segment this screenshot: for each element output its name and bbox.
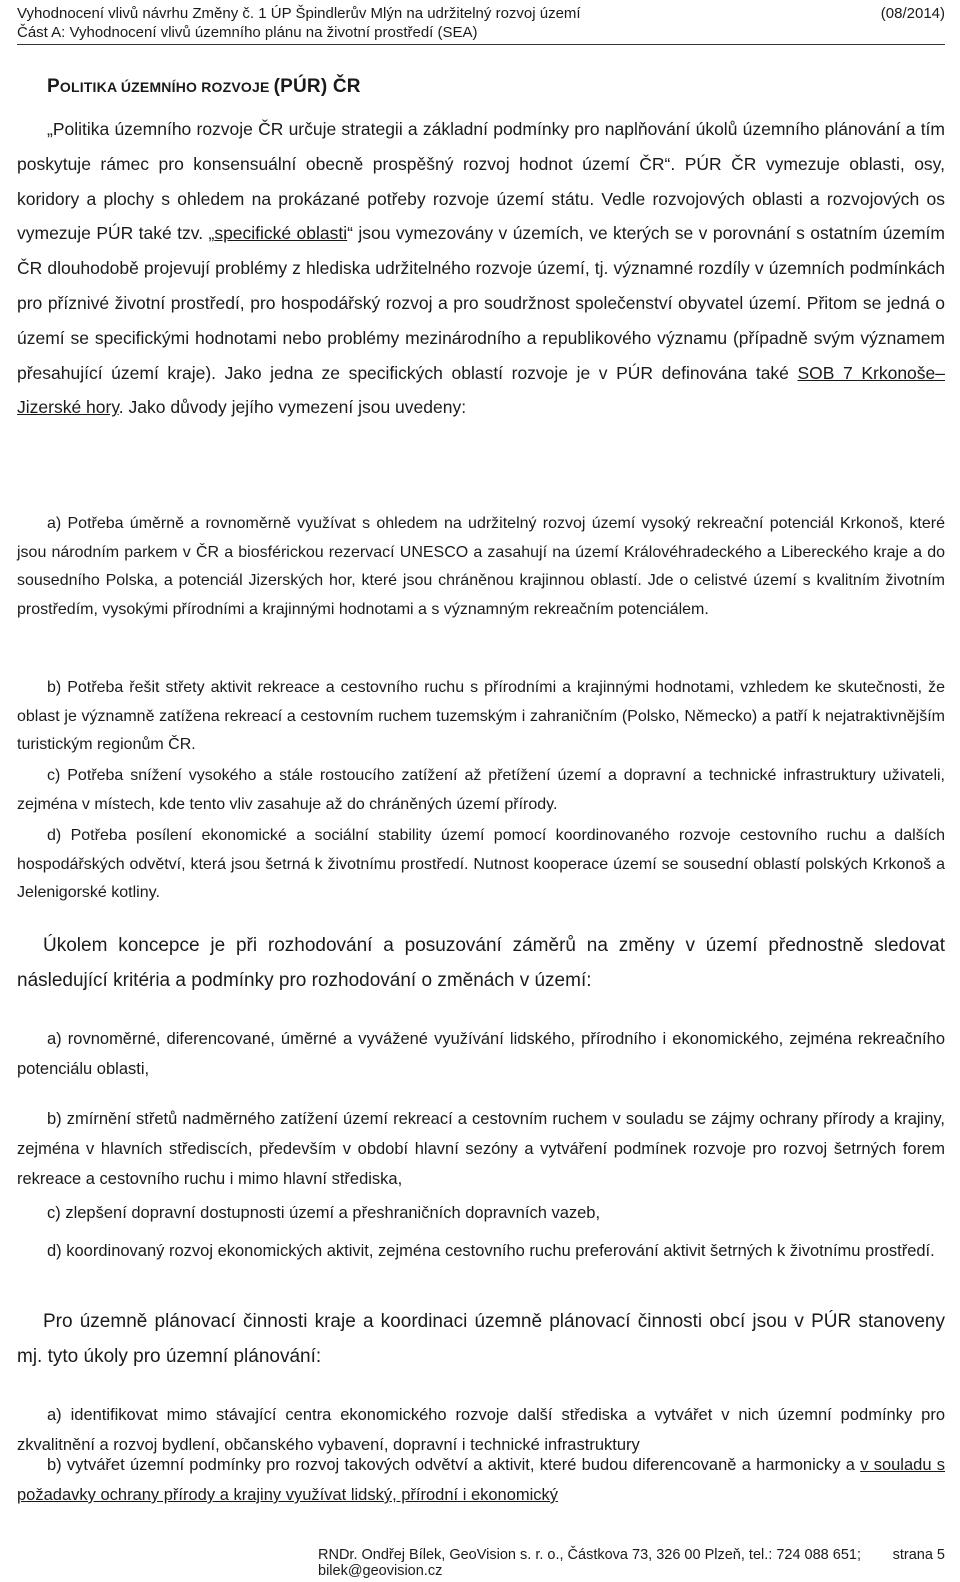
header-part-title: Část A: Vyhodnocení vlivů územního plánu na životní prostředí (SEA) — [17, 24, 478, 41]
intro-text-2: “ jsou vymezovány v územích, ve kterých se v porovnání s ostatním územím ČR dlouhodobě projevují problémy z hlediska udržitelného rozvoje území, tj. významné rozdíly v územních podmínkách pro příznivé životní prostředí, pro hospodářský rozvoj a pro soudržnost společenství obyvatel území. Přitom se jedná o území se specifickými hodnotami nebo problémy mezinárodního a republikového významu (případně svým významem přesahující území kraje). Jako jedna ze specifických oblastí rozvoje je v PÚR definována také — [17, 223, 945, 383]
reason-a: a) Potřeba úměrně a rovnoměrně využívat s ohledem na udržitelný rozvoj území vysoký rekreační potenciál Krkonoš, které jsou národním parkem v ČR a biosférickou rezervací UNESCO a zasahují na území Královéhradeckého a Libereckého kraje a do sousedního Polska, a potenciál Jizerských hor, které jsou chráněnou krajinnou oblastí. Jde o celistvé území s kvalitním životním prostředím, vysokými přírodními a krajinnými hodnotami a s významným rekreačním potenciálem. — [17, 515, 945, 618]
title-end: (PÚR) ČR — [273, 76, 361, 97]
criterion-c: c) zlepšení dopravní dostupnosti území a přeshraničních dopravních vazeb, — [47, 1204, 601, 1222]
specific-areas-link: specifické oblasti — [214, 223, 348, 244]
task-lead: Úkolem koncepce je při rozhodování a posuzování záměrů na změny v území přednostně sledovat následující kritéria a podmínky pro rozhodování o změnách v území: — [17, 935, 945, 991]
reason-b: b) Potřeba řešit střety aktivit rekreace a cestovního ruchu s přírodními a krajinnými hodnotami, vzhledem ke skutečnosti, že oblast je významně zatížena rekreací a cestovním ruchem tuzemským i zahraničním (Polsko, Německo) a patří k nejatraktivnějším turistickým regionům ČR. — [17, 679, 945, 753]
section-title — [47, 76, 361, 98]
title-smallcaps: OLITIKA ÚZEMNÍHO ROZVOJE — [59, 79, 274, 95]
page-number: strana 5 — [892, 1547, 945, 1563]
task-a: a) identifikovat mimo stávající centra ekonomického rozvoje další střediska a vytvářet v nich územní podmínky pro zkvalitnění a rozvoj bydlení, občanského vybavení, dopravní i technické infrastruktury — [17, 1406, 945, 1454]
planning-lead: Pro územně plánovací činnosti kraje a koordinaci územně plánovací činnosti obcí jsou v PÚR stanoveny mj. tyto úkoly pro územní plánování: — [17, 1311, 945, 1367]
task-b-text: b) vytvářet územní podmínky pro rozvoj takových odvětví a aktivit, které budou diferencovaně a harmonicky a — [47, 1456, 861, 1474]
criterion-a: a) rovnoměrné, diferencované, úměrné a vyvážené využívání lidského, přírodního i ekonomického, zejména rekreačního potenciálu oblasti, — [17, 1030, 945, 1078]
task-b-underlined: v souladu s požadavky ochrany přírody a krajiny využívat lidský, přírodní i ekonomický — [17, 1456, 945, 1504]
header-document-title: Vyhodnocení vlivů návrhu Změny č. 1 ÚP Špindlerův Mlýn na udržitelný rozvoj území — [17, 5, 581, 22]
criterion-b: b) zmírnění střetů nadměrného zatížení území rekreací a cestovním ruchem v souladu se zájmy ochrany přírody a krajiny, zejména v hlavních střediscích, především v období hlavní sezóny a vytváření podmínek rozvoje pro rozvoj šetrných forem rekreace a cestovního ruchu i mimo hlavní střediska, — [17, 1110, 945, 1188]
intro-text-1: „Politika územního rozvoje ČR určuje strategii a základní podmínky pro naplňování úkolů územního plánování a tím poskytuje rámec pro konsensuální obecně prospěšný rozvoj hodnot území ČR“. PÚR ČR vymezuje oblasti, osy, koridory a plochy s ohledem na prokázané potřeby rozvoje území státu. Vedle rozvojových oblasti a rozvojových os vymezuje PÚR také tzv. „ — [17, 119, 945, 244]
title-initial: P — [47, 76, 60, 97]
task-b — [17, 1450, 945, 1510]
header-date: (08/2014) — [880, 5, 945, 22]
criterion-d: d) koordinovaný rozvoj ekonomických aktivit, zejména cestovního ruchu preferování aktivit šetrných k životnímu prostředí. — [47, 1242, 935, 1260]
intro-paragraph — [17, 112, 945, 425]
intro-text-3: . Jako důvody jejího vymezení jsou uvedeny: — [118, 397, 467, 418]
sob7-reference: SOB 7 Krkonoše–Jizerské hory — [17, 362, 945, 418]
page-header — [17, 2, 945, 45]
reason-c: c) Potřeba snížení vysokého a stále rostoucího zatížení až přetížení území a dopravní a technické infrastruktury uživateli, zejména v místech, kde tento vliv zasahuje až do chráněných území přírody. — [17, 767, 945, 813]
reason-d: d) Potřeba posílení ekonomické a sociální stability území pomocí koordinovaného rozvoje cestovního ruchu a dalších hospodářských odvětví, která jsou šetrná k životnímu prostředí. Nutnost kooperace území se sousední oblastí polských Krkonoš a Jelenigorské kotliny. — [17, 827, 945, 901]
footer-address: RNDr. Ondřej Bílek, GeoVision s. r. o., Částkova 73, 326 00 Plzeň, tel.: 724 088 651; bilek@geovision.cz — [318, 1547, 861, 1579]
